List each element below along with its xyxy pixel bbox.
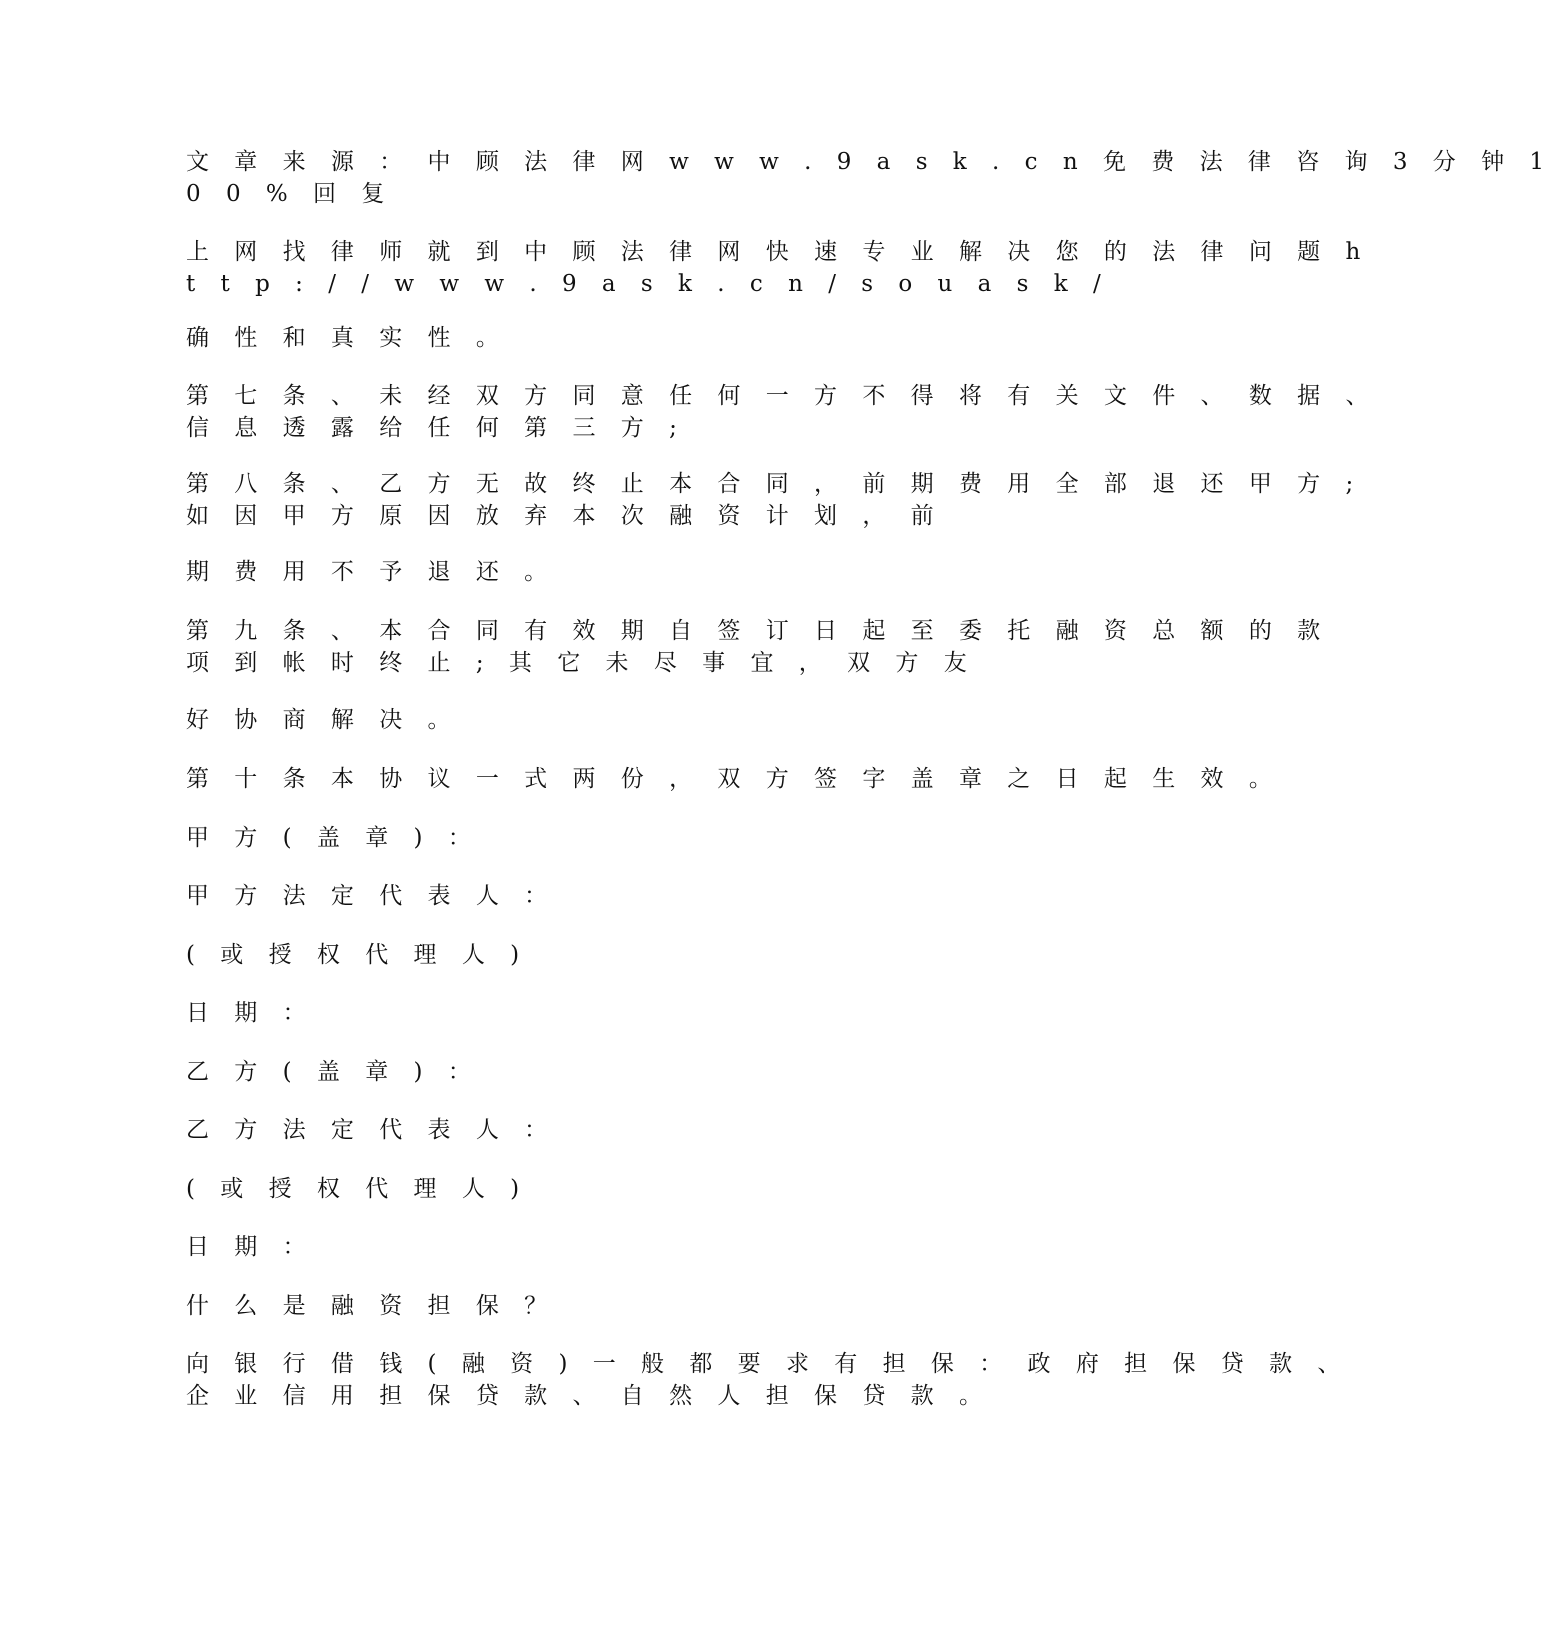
paragraph-accuracy: [186, 322, 1091, 354]
paragraph-article-9: [186, 615, 1330, 679]
line: 第 八 条 、 乙 方 无 故 终 止 本 合 同 ， 前 期 费 用 全 部 退 还 甲 方 ;: [186, 471, 1363, 497]
line: 0 0 % 回 复: [186, 181, 394, 207]
line: ( 或 授 权 代 理 人 ): [186, 942, 529, 968]
line: 日 期 ：: [186, 1234, 315, 1260]
party-a-agent: [186, 939, 1091, 971]
line: 乙 方 法 定 代 表 人 ：: [186, 1117, 557, 1143]
line: 甲 方 ( 盖 章 ) ：: [186, 825, 480, 851]
party-b-representative: [186, 1114, 1091, 1146]
line: 好 协 商 解 决 。: [186, 707, 460, 733]
party-b-seal: [186, 1056, 1091, 1088]
paragraph-article-10: [186, 763, 1281, 795]
paragraph-lawyer: [186, 236, 1370, 300]
line: 第 十 条 本 协 议 一 式 两 份 ， 双 方 签 字 盖 章 之 日 起 生 效 。: [186, 766, 1281, 792]
line: 项 到 帐 时 终 止 ; 其 它 未 尽 事 宜 ， 双 方 友: [186, 650, 976, 676]
line: 确 性 和 真 实 性 。: [186, 325, 508, 351]
line: 信 息 透 露 给 任 何 第 三 方 ;: [186, 415, 686, 441]
line: 上 网 找 律 师 就 到 中 顾 法 律 网 快 速 专 业 解 决 您 的 法 律 问 题 h: [186, 239, 1370, 265]
line: 向 银 行 借 钱 ( 融 资 ) 一 般 都 要 求 有 担 保 ： 政 府 担 保 贷 款 、: [186, 1351, 1350, 1377]
party-a-representative: [186, 880, 1091, 912]
paragraph-article-7: [186, 380, 1378, 444]
line: 文 章 来 源 ： 中 顾 法 律 网 w w w . 9 a s k . c n 免 费 法 律 咨 询 3 分 钟 1: [186, 149, 1553, 175]
party-a-seal: [186, 822, 1091, 854]
paragraph-source: [186, 146, 1553, 210]
party-b-agent: [186, 1173, 1091, 1205]
paragraph-article-8-cont: [186, 556, 1091, 588]
line: 乙 方 ( 盖 章 ) ：: [186, 1059, 480, 1085]
line: 期 费 用 不 予 退 还 。: [186, 559, 557, 585]
line: 企 业 信 用 担 保 贷 款 、 自 然 人 担 保 贷 款 。: [186, 1383, 991, 1409]
line: 什 么 是 融 资 担 保 ？: [186, 1293, 557, 1319]
line: 第 九 条 、 本 合 同 有 效 期 自 签 订 日 起 至 委 托 融 资 总 额 的 款: [186, 618, 1330, 644]
line: 如 因 甲 方 原 因 放 弃 本 次 融 资 计 划 ， 前: [186, 503, 943, 529]
paragraph-question: [186, 1290, 1091, 1322]
paragraph-article-9-cont: [186, 704, 1091, 736]
line: 甲 方 法 定 代 表 人 ：: [186, 883, 557, 909]
party-a-date: [186, 997, 1091, 1029]
line: 第 七 条 、 未 经 双 方 同 意 任 何 一 方 不 得 将 有 关 文 件 、 数 据 、: [186, 383, 1378, 409]
line: t t p : / / w w w . 9 a s k . c n / s o u a s k /: [186, 271, 1110, 297]
line: ( 或 授 权 代 理 人 ): [186, 1176, 529, 1202]
paragraph-answer: [186, 1348, 1350, 1412]
party-b-date: [186, 1231, 1091, 1263]
line: 日 期 ：: [186, 1000, 315, 1026]
paragraph-article-8: [186, 468, 1363, 532]
